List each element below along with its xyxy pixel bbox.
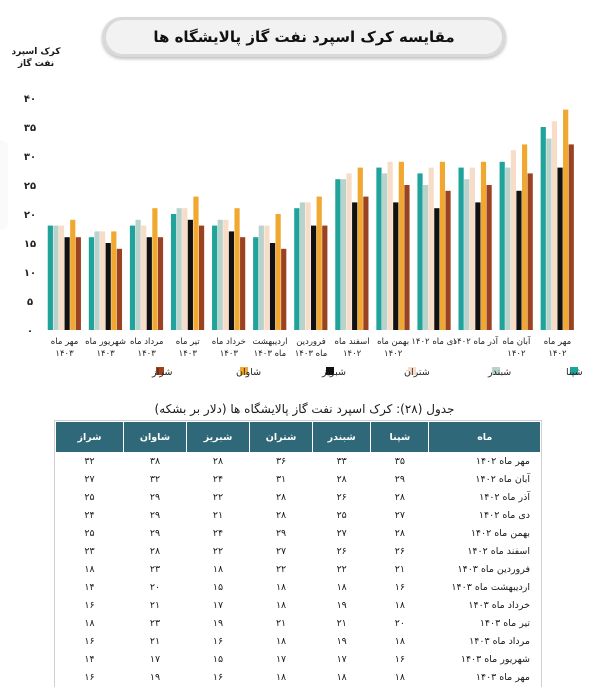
- table-value-cell: ۱۵: [186, 651, 249, 669]
- table-value-cell: ۱۷: [123, 651, 186, 669]
- table-value-cell: ۱۴: [56, 579, 124, 597]
- bar: [481, 162, 486, 330]
- y-tick-label: ۴۰: [23, 94, 37, 105]
- table-value-cell: ۲۱: [313, 615, 371, 633]
- table-value-cell: ۳۳: [313, 453, 371, 471]
- bar: [193, 197, 198, 330]
- table-value-cell: ۲۲: [250, 561, 313, 579]
- x-tick-label: ۱۴۰۳: [219, 349, 238, 359]
- bar: [346, 173, 351, 330]
- y-axis-label: کرک اسپرد نفت گاز: [11, 47, 61, 69]
- x-tick-label: ۱۴۰۳: [55, 349, 74, 359]
- bar: [358, 168, 363, 330]
- bar: [212, 226, 217, 330]
- data-table: [55, 421, 541, 687]
- bar: [234, 208, 239, 330]
- bar: [311, 226, 316, 330]
- table-value-cell: ۲۳: [56, 543, 124, 561]
- bar: [89, 237, 94, 330]
- x-tick-label: تیر ماه: [175, 337, 200, 347]
- bar: [158, 237, 163, 330]
- bar-chart: [0, 40, 609, 385]
- table-row: [56, 579, 541, 597]
- table-value-cell: ۲۳: [123, 561, 186, 579]
- table-value-cell: ۱۸: [313, 579, 371, 597]
- bar: [253, 237, 258, 330]
- bar: [459, 168, 464, 330]
- bar: [376, 168, 381, 330]
- bar: [423, 185, 428, 330]
- table-month-cell: مهر ماه ۱۴۰۳: [429, 669, 541, 687]
- bar: [240, 237, 245, 330]
- bar: [393, 202, 398, 330]
- table-value-cell: ۲۲: [186, 543, 249, 561]
- table-value-cell: ۲۹: [250, 525, 313, 543]
- table-value-cell: ۲۷: [56, 471, 124, 489]
- bar: [218, 220, 223, 330]
- bar: [106, 243, 111, 330]
- bar: [223, 220, 228, 330]
- x-tick-label: دی ماه ۱۴۰۲: [411, 337, 458, 347]
- legend-label: شراز: [152, 367, 173, 378]
- table-value-cell: ۱۵: [186, 579, 249, 597]
- legend-label: شپنا: [566, 367, 583, 378]
- table-value-cell: ۱۸: [250, 579, 313, 597]
- x-tick-label: ۱۴۰۲: [384, 349, 403, 359]
- x-tick-label: آذر ماه ۱۴۰۲: [452, 337, 499, 347]
- table-month-cell: مهر ماه ۱۴۰۲: [429, 453, 541, 471]
- table-value-cell: ۲۹: [371, 471, 429, 489]
- legend-label: شبندر: [488, 367, 512, 378]
- legend-label: شاوان: [236, 367, 262, 378]
- table-value-cell: ۱۹: [313, 597, 371, 615]
- table-value-cell: ۱۸: [313, 669, 371, 687]
- bar: [300, 202, 305, 330]
- table-value-cell: ۱۸: [250, 633, 313, 651]
- bar: [188, 220, 193, 330]
- table-month-cell: آبان ماه ۱۴۰۲: [429, 471, 541, 489]
- bar: [94, 231, 99, 330]
- bar: [445, 191, 450, 330]
- y-tick-label: ۲۵: [23, 181, 37, 192]
- table-caption: جدول (۲۸): کرک اسپرد نفت گاز پالایشگاه ها (دلار بر بشکه): [154, 402, 455, 416]
- bar: [470, 168, 475, 330]
- table-value-cell: ۲۷: [371, 507, 429, 525]
- x-tick-label: ۱۴۰۲: [548, 349, 567, 359]
- table-header-cell: شپنا: [371, 422, 429, 453]
- x-tick-label: مهر ماه: [543, 337, 572, 347]
- bar: [500, 162, 505, 330]
- bar: [487, 185, 492, 330]
- bar: [505, 168, 510, 330]
- table-value-cell: ۱۷: [186, 597, 249, 615]
- table-value-cell: ۲۶: [371, 543, 429, 561]
- table-value-cell: ۳۶: [250, 453, 313, 471]
- table-value-cell: ۲۳: [123, 615, 186, 633]
- table-month-cell: شهریور ماه ۱۴۰۳: [429, 651, 541, 669]
- table-value-cell: ۲۸: [186, 453, 249, 471]
- bar: [552, 121, 557, 330]
- table-value-cell: ۱۶: [56, 669, 124, 687]
- legend-label: شبریز: [322, 367, 346, 378]
- table-value-cell: ۱۶: [56, 633, 124, 651]
- table-body: [56, 453, 541, 687]
- table-value-cell: ۱۶: [371, 651, 429, 669]
- bar: [429, 168, 434, 330]
- table-row: [56, 615, 541, 633]
- bar: [177, 208, 182, 330]
- bar: [59, 226, 64, 330]
- bar: [352, 202, 357, 330]
- table-row: [56, 489, 541, 507]
- table-row: [56, 453, 541, 471]
- x-tick-label: اردیبهشت: [252, 337, 288, 347]
- y-tick-label: ۰: [26, 326, 34, 337]
- bar: [76, 237, 81, 330]
- bar: [264, 226, 269, 330]
- x-tick-label: بهمن ماه: [377, 337, 410, 347]
- x-tick-label: ماه ۱۴۰۳: [253, 349, 287, 359]
- table-value-cell: ۱۸: [371, 669, 429, 687]
- x-tick-label: شهریور ماه: [85, 337, 127, 347]
- legend-label: شتران: [404, 367, 430, 378]
- bar: [516, 191, 521, 330]
- y-tick-label: ۳۵: [23, 123, 37, 134]
- table-month-cell: اسفند ماه ۱۴۰۲: [429, 543, 541, 561]
- bar: [511, 150, 516, 330]
- bar: [305, 202, 310, 330]
- x-tick-label: اسفند ماه: [334, 337, 370, 347]
- table-value-cell: ۲۱: [186, 507, 249, 525]
- table-value-cell: ۲۴: [186, 471, 249, 489]
- bar: [399, 162, 404, 330]
- table-value-cell: ۳۵: [371, 453, 429, 471]
- bar: [464, 179, 469, 330]
- bar: [281, 249, 286, 330]
- table-row: [56, 651, 541, 669]
- table-value-cell: ۱۹: [313, 633, 371, 651]
- bar: [317, 197, 322, 330]
- table-header-cell: شبریز: [186, 422, 249, 453]
- table-row: [56, 507, 541, 525]
- bar: [111, 231, 116, 330]
- table-value-cell: ۲۰: [123, 579, 186, 597]
- table-value-cell: ۱۷: [250, 651, 313, 669]
- table-value-cell: ۲۸: [123, 543, 186, 561]
- table-value-cell: ۲۴: [186, 525, 249, 543]
- table-month-cell: فروردین ماه ۱۴۰۳: [429, 561, 541, 579]
- bar: [117, 249, 122, 330]
- bar: [569, 144, 574, 330]
- bar: [363, 197, 368, 330]
- table-value-cell: ۱۸: [250, 597, 313, 615]
- table-value-cell: ۲۲: [186, 489, 249, 507]
- x-tick-label: مرداد ماه: [129, 337, 164, 347]
- table-value-cell: ۲۶: [313, 489, 371, 507]
- bar: [141, 226, 146, 330]
- table-value-cell: ۲۹: [123, 507, 186, 525]
- bar: [135, 220, 140, 330]
- table-value-cell: ۲۶: [313, 543, 371, 561]
- table-row: [56, 471, 541, 489]
- table-value-cell: ۳۱: [250, 471, 313, 489]
- table-value-cell: ۲۸: [250, 489, 313, 507]
- bar: [276, 214, 281, 330]
- bar: [522, 144, 527, 330]
- table-value-cell: ۱۶: [186, 633, 249, 651]
- table-value-cell: ۱۸: [371, 597, 429, 615]
- bar: [404, 185, 409, 330]
- bar: [182, 208, 187, 330]
- bar: [417, 173, 422, 330]
- x-tick-label: مهر ماه: [50, 337, 79, 347]
- bar: [475, 202, 480, 330]
- bar: [53, 226, 58, 330]
- y-tick-label: ۵: [26, 297, 34, 308]
- bar: [229, 231, 234, 330]
- table-month-cell: اردیبهشت ماه ۱۴۰۳: [429, 579, 541, 597]
- table-value-cell: ۲۸: [371, 489, 429, 507]
- table-row: [56, 633, 541, 651]
- table-header-cell: شتران: [250, 422, 313, 453]
- table-row: [56, 669, 541, 687]
- x-tick-label: ۱۴۰۲: [507, 349, 526, 359]
- table-value-cell: ۲۴: [56, 507, 124, 525]
- x-tick-label: ۱۴۰۳: [96, 349, 115, 359]
- table-value-cell: ۳۸: [123, 453, 186, 471]
- table-row: [56, 597, 541, 615]
- x-tick-label: ماه ۱۴۰۳: [294, 349, 328, 359]
- table-value-cell: ۱۹: [123, 669, 186, 687]
- bar: [546, 139, 551, 330]
- table-value-cell: ۲۱: [371, 561, 429, 579]
- table-value-cell: ۲۷: [313, 525, 371, 543]
- bar: [434, 208, 439, 330]
- table-month-cell: مرداد ماه ۱۴۰۳: [429, 633, 541, 651]
- x-tick-label: خرداد ماه: [211, 337, 246, 347]
- y-tick-label: ۱۰: [23, 268, 37, 279]
- table-value-cell: ۱۸: [371, 633, 429, 651]
- bar: [65, 237, 70, 330]
- table-value-cell: ۲۱: [123, 597, 186, 615]
- bar: [270, 243, 275, 330]
- bar: [382, 173, 387, 330]
- table-value-cell: ۱۶: [371, 579, 429, 597]
- page-title: مقایسه کرک اسپرد نفت گاز پالایشگاه ها: [153, 28, 455, 46]
- table-header-row: [56, 422, 541, 453]
- table-value-cell: ۱۶: [186, 669, 249, 687]
- bar: [341, 179, 346, 330]
- table-value-cell: ۲۰: [371, 615, 429, 633]
- table-value-cell: ۲۸: [371, 525, 429, 543]
- table-value-cell: ۲۱: [250, 615, 313, 633]
- table-value-cell: ۱۸: [56, 615, 124, 633]
- x-tick-label: فروردین: [296, 337, 326, 347]
- table-month-cell: خرداد ماه ۱۴۰۳: [429, 597, 541, 615]
- bar: [563, 110, 568, 330]
- bar: [388, 162, 393, 330]
- table-header-cell: شراز: [56, 422, 124, 453]
- table-value-cell: ۲۱: [123, 633, 186, 651]
- table-value-cell: ۲۹: [123, 489, 186, 507]
- table-row: [56, 525, 541, 543]
- y-tick-label: ۳۰: [23, 152, 37, 163]
- bar: [294, 208, 299, 330]
- y-tick-label: ۲۰: [23, 210, 37, 221]
- bar: [335, 179, 340, 330]
- table-value-cell: ۲۷: [250, 543, 313, 561]
- table-value-cell: ۲۵: [313, 507, 371, 525]
- x-tick-label: ۱۴۰۲: [342, 349, 362, 359]
- bar: [199, 226, 204, 330]
- table-value-cell: ۲۲: [313, 561, 371, 579]
- table-value-cell: ۱۷: [313, 651, 371, 669]
- x-tick-label: ۱۴۰۳: [178, 349, 197, 359]
- table-month-cell: دی ماه ۱۴۰۲: [429, 507, 541, 525]
- bar: [171, 214, 176, 330]
- bar: [557, 168, 562, 330]
- table-value-cell: ۳۲: [56, 453, 124, 471]
- table-month-cell: بهمن ماه ۱۴۰۲: [429, 525, 541, 543]
- y-tick-label: ۱۵: [23, 239, 37, 250]
- table-value-cell: ۲۵: [56, 489, 124, 507]
- table-value-cell: ۱۴: [56, 651, 124, 669]
- table-row: [56, 543, 541, 561]
- bar: [322, 226, 327, 330]
- bar: [48, 226, 53, 330]
- table-month-cell: تیر ماه ۱۴۰۳: [429, 615, 541, 633]
- bar: [147, 237, 152, 330]
- table-value-cell: ۱۹: [186, 615, 249, 633]
- table-value-cell: ۲۵: [56, 525, 124, 543]
- table-value-cell: ۱۶: [56, 597, 124, 615]
- bar: [152, 208, 157, 330]
- table-month-cell: آذر ماه ۱۴۰۲: [429, 489, 541, 507]
- table-value-cell: ۱۸: [56, 561, 124, 579]
- bar: [528, 173, 533, 330]
- table-value-cell: ۲۸: [313, 471, 371, 489]
- table-header-cell: ماه: [429, 422, 541, 453]
- table-value-cell: ۳۲: [123, 471, 186, 489]
- x-tick-label: ۱۴۰۳: [137, 349, 156, 359]
- table-header-cell: شاوان: [123, 422, 186, 453]
- table-value-cell: ۲۹: [123, 525, 186, 543]
- table-row: [56, 561, 541, 579]
- table-value-cell: ۱۸: [186, 561, 249, 579]
- bar: [100, 231, 105, 330]
- table-header-cell: شبندر: [313, 422, 371, 453]
- bar: [440, 162, 445, 330]
- bar: [130, 226, 135, 330]
- table-value-cell: ۲۸: [250, 507, 313, 525]
- x-tick-label: آبان ماه: [502, 337, 531, 347]
- bar: [259, 226, 264, 330]
- table-value-cell: ۱۸: [250, 669, 313, 687]
- bar: [70, 220, 75, 330]
- bar: [541, 127, 546, 330]
